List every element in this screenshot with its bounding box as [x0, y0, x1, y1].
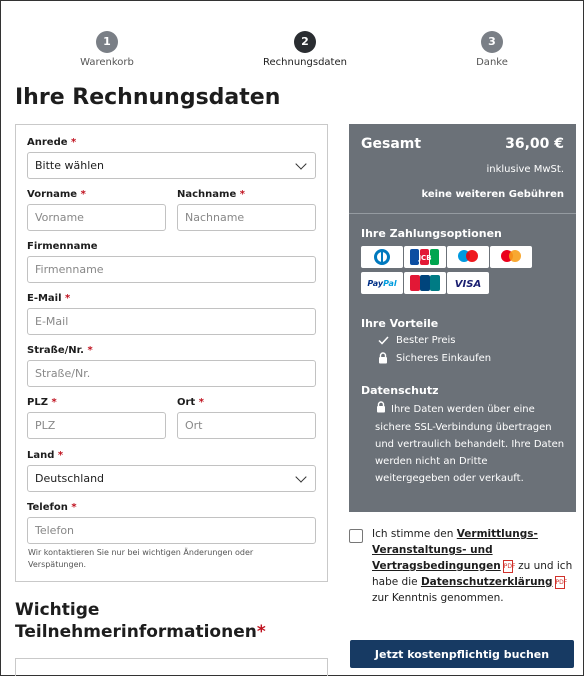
- fees-note: keine weiteren Gebühren: [421, 189, 564, 200]
- total-label: Gesamt: [361, 136, 422, 152]
- section-title-teilnehmer: [15, 599, 266, 643]
- svg-text:PayPal: PayPal: [367, 279, 397, 288]
- required-mark: *: [57, 450, 64, 461]
- check-icon: [377, 336, 389, 345]
- nachname-label: Nachname: [177, 189, 237, 200]
- strasse-field: [27, 345, 316, 387]
- plz-label: PLZ: [27, 397, 48, 408]
- consent-checkbox[interactable]: [349, 529, 363, 543]
- lock-icon: [376, 401, 386, 419]
- total-row: [361, 136, 564, 152]
- land-label: Land: [27, 450, 55, 461]
- ort-placeholder: Ort: [185, 419, 203, 432]
- land-value: Deutschland: [35, 472, 105, 485]
- maestro-icon: [447, 246, 489, 268]
- required-mark: *: [198, 397, 204, 408]
- step-label: Danke: [476, 57, 508, 68]
- teilnehmer-panel: [15, 658, 328, 676]
- required-mark: *: [87, 345, 93, 356]
- anrede-select[interactable]: [27, 152, 316, 179]
- telefon-input[interactable]: [27, 517, 316, 544]
- ort-field: [177, 397, 316, 439]
- ort-label: Ort: [177, 397, 196, 408]
- divider: [349, 213, 576, 214]
- billing-form: [15, 124, 328, 582]
- consent-prefix: Ich stimme den: [372, 528, 454, 540]
- mastercard-icon: [490, 246, 532, 268]
- anrede-value: Bitte wählen: [35, 159, 104, 172]
- pdf-icon[interactable]: PDF: [503, 560, 513, 573]
- paypal-icon: [361, 272, 403, 294]
- land-field: [27, 450, 316, 492]
- datenschutz-body: Ihre Daten werden über eine sichere SSL-Verbindung übertragen und vertraulich behandelt. Ihre Daten werden nicht an Dritte weitergegeben oder verkauft.: [375, 404, 565, 484]
- unionpay-icon: [404, 272, 446, 294]
- anrede-field: [27, 137, 316, 179]
- step-number: 3: [481, 31, 503, 53]
- step-rechnungsdaten: [245, 31, 365, 68]
- diners-club-icon: [361, 246, 403, 268]
- page-title: Ihre Rechnungsdaten: [15, 85, 281, 110]
- step-danke: [432, 31, 552, 68]
- vorname-input[interactable]: [27, 204, 166, 231]
- section-title-line1: Wichtige: [15, 600, 100, 620]
- step-label: Warenkorb: [80, 57, 134, 68]
- chevron-down-icon: [295, 158, 306, 169]
- plz-placeholder: PLZ: [35, 419, 56, 432]
- anrede-label: Anrede: [27, 137, 68, 148]
- plz-input[interactable]: [27, 412, 166, 439]
- telefon-hint: Wir kontaktieren Sie nur bei wichtigen Änderungen oder Verspätungen.: [28, 548, 254, 569]
- datenschutz-text: [375, 401, 565, 487]
- svg-text:VISA: VISA: [454, 279, 482, 289]
- lock-icon: [377, 352, 389, 364]
- pdf-icon[interactable]: PDF: [555, 576, 565, 589]
- email-label: E-Mail: [27, 293, 62, 304]
- email-placeholder: E-Mail: [35, 315, 69, 328]
- svg-text:JCB: JCB: [418, 254, 432, 262]
- strasse-input[interactable]: [27, 360, 316, 387]
- vorteil-item: [377, 352, 491, 364]
- privacy-link[interactable]: Datenschutzerklärung: [420, 576, 553, 588]
- vorname-field: [27, 189, 166, 231]
- vat-note: inklusive MwSt.: [486, 164, 564, 175]
- firmenname-label: Firmenname: [27, 241, 98, 252]
- ort-input[interactable]: [177, 412, 316, 439]
- nachname-placeholder: Nachname: [185, 211, 245, 224]
- required-mark: *: [51, 397, 57, 408]
- consent-suffix: zur Kenntnis genommen.: [372, 592, 504, 604]
- visa-icon: [447, 272, 489, 294]
- required-mark: *: [71, 137, 77, 148]
- section-title-line2: Teilnehmerinformationen: [15, 622, 257, 642]
- firmenname-input[interactable]: [27, 256, 316, 283]
- consent-middle: zu und ich habe die: [372, 560, 573, 588]
- total-value: 36,00 €: [505, 136, 564, 152]
- nachname-input[interactable]: [177, 204, 316, 231]
- consent-text: [372, 526, 574, 606]
- required-mark: *: [65, 293, 71, 304]
- land-select[interactable]: [27, 465, 316, 492]
- step-warenkorb[interactable]: [47, 31, 167, 68]
- vorname-placeholder: Vorname: [35, 211, 84, 224]
- email-field: [27, 293, 316, 335]
- datenschutz-title: Datenschutz: [361, 384, 439, 397]
- terms-link[interactable]: Vermittlungs- Veranstaltungs- und Vertragsbedingungen: [372, 528, 538, 572]
- strasse-label: Straße/Nr.: [27, 345, 84, 356]
- vorteile-title: Ihre Vorteile: [361, 317, 439, 330]
- vorteil-item: [377, 335, 455, 346]
- required-mark: *: [239, 189, 245, 200]
- vorteil-label: Bester Preis: [396, 335, 456, 346]
- telefon-placeholder: Telefon: [35, 524, 75, 537]
- payment-title: Ihre Zahlungsoptionen: [361, 227, 502, 240]
- chevron-down-icon: [295, 471, 306, 482]
- step-label: Rechnungsdaten: [263, 57, 347, 68]
- firmenname-placeholder: Firmenname: [35, 263, 104, 276]
- vorname-label: Vorname: [27, 189, 78, 200]
- step-number: 1: [96, 31, 118, 53]
- strasse-placeholder: Straße/Nr.: [35, 367, 91, 380]
- order-summary: [349, 124, 576, 512]
- email-input[interactable]: [27, 308, 316, 335]
- firmenname-field: [27, 241, 316, 283]
- plz-field: [27, 397, 166, 439]
- nachname-field: [177, 189, 316, 231]
- vorteil-label: Sicheres Einkaufen: [396, 352, 492, 364]
- required-mark: *: [256, 622, 266, 642]
- step-number: 2: [294, 31, 316, 53]
- jcb-icon: [404, 246, 446, 268]
- required-mark: *: [71, 502, 77, 513]
- book-button[interactable]: Jetzt kostenpflichtig buchen: [350, 640, 574, 668]
- telefon-field: [27, 502, 316, 544]
- required-mark: *: [80, 189, 86, 200]
- telefon-label: Telefon: [27, 502, 68, 513]
- checkout-stepper: [1, 31, 584, 71]
